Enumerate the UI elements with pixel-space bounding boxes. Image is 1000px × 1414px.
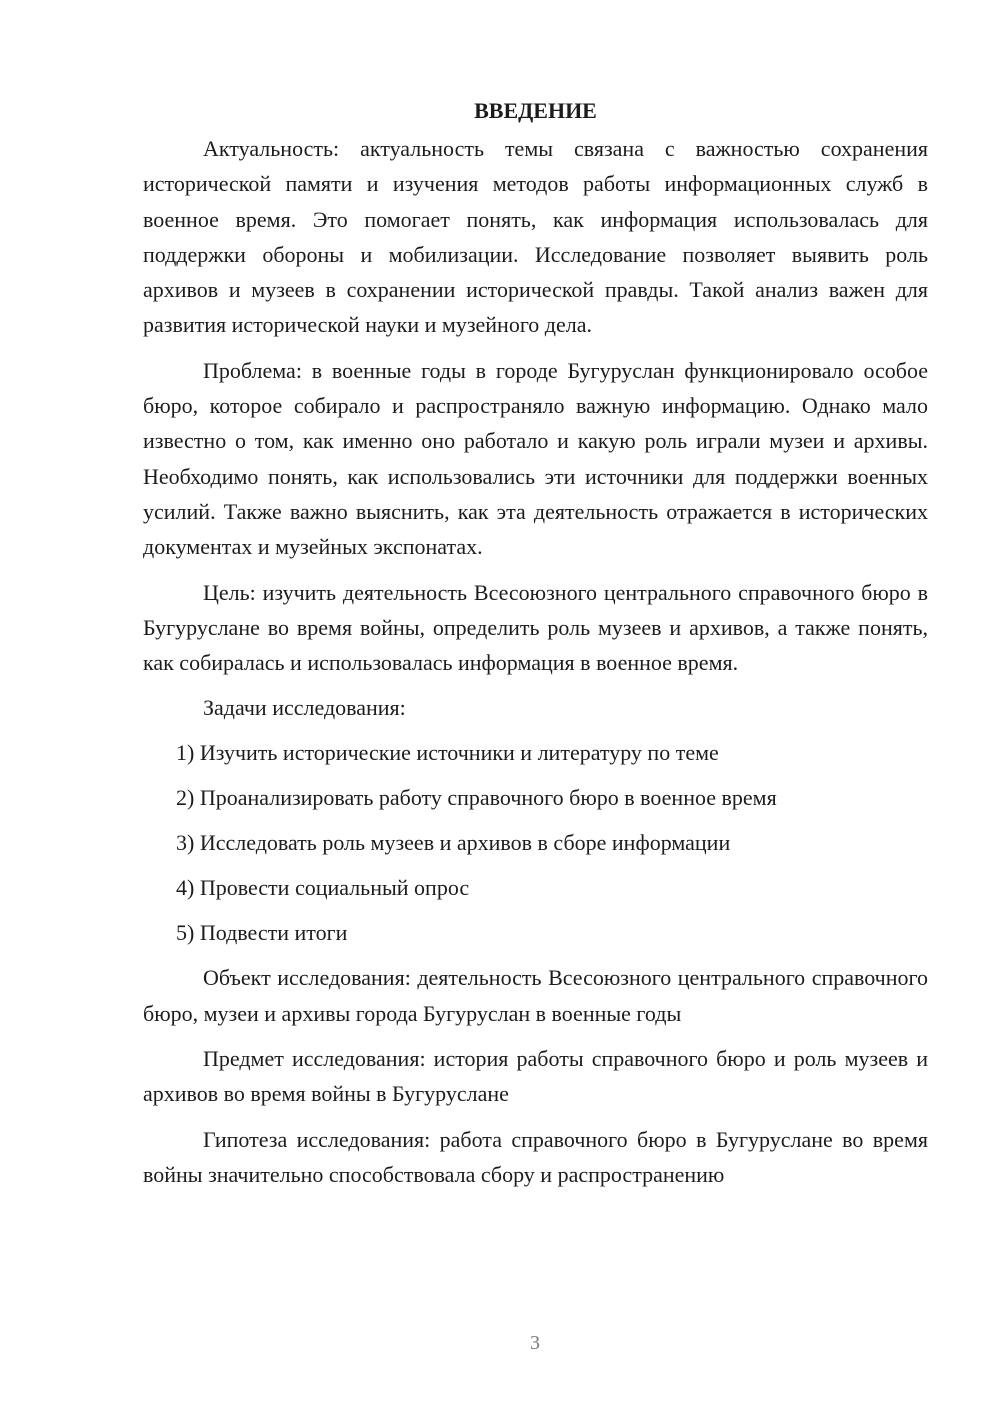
- task-item: 3) Исследовать роль музеев и архивов в сборе информации: [176, 830, 731, 856]
- task-item: 2) Проанализировать работу справочного бюро в военное время: [176, 785, 777, 811]
- task-item: 5) Подвести итоги: [176, 920, 348, 946]
- tasks-heading: Задачи исследования:: [203, 695, 406, 721]
- object-paragraph: Объект исследования: деятельность Всесоюзного центрального справочного бюро, музеи и архивы города Бугуруслан в военные годы: [143, 965, 928, 1026]
- subject-paragraph: Предмет исследования: история работы справочного бюро и роль музеев и архивов во время войны в Бугуруслане: [143, 1046, 928, 1107]
- page-number: 3: [530, 1332, 540, 1354]
- hypothesis-paragraph: Гипотеза исследования: работа справочного бюро в Бугуруслане во время войны значительно способствовала сбору и распространению: [143, 1126, 928, 1187]
- page-title: ВВЕДЕНИЕ: [474, 98, 597, 123]
- task-item: 1) Изучить исторические источники и литературу по теме: [176, 740, 719, 766]
- problem-paragraph: Проблема: в военные годы в городе Бугуруслан функционировало особое бюро, которое собирало и распространяло важную информацию. Однако мало известно о том, как именно оно работало и какую роль играли музеи и архивы. Необходимо понять, как использовались эти источники для поддержки военных усилий. Также важно выяснить, как эта деятельность отражается в исторических документах и музейных экспонатах.: [143, 357, 928, 560]
- relevance-paragraph: Актуальность: актуальность темы связана с важностью сохранения исторической памяти и изучения методов работы информационных служб в военное время. Это помогает понять, как информация использовалась для поддержки обороны и мобилизации. Исследование позволяет выявить роль архивов и музеев в сохранении исторической правды. Такой анализ важен для развития исторической науки и музейного дела.: [143, 136, 928, 338]
- task-item: 4) Провести социальный опрос: [176, 875, 470, 901]
- goal-paragraph: Цель: изучить деятельность Всесоюзного центрального справочного бюро в Бугуруслане во время войны, определить роль музеев и архивов, а также понять, как собиралась и использовалась информация в военное время.: [143, 579, 928, 676]
- task-list: [143, 735, 928, 950]
- document-page: [143, 93, 928, 1192]
